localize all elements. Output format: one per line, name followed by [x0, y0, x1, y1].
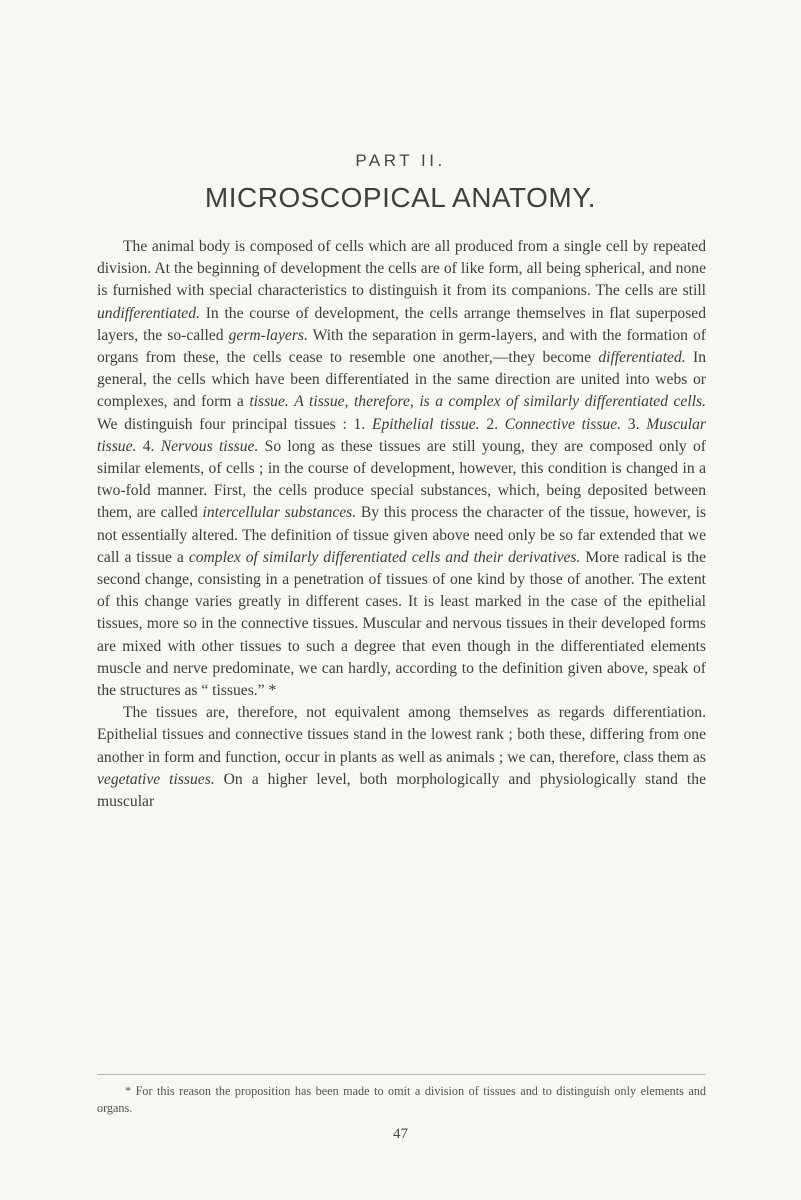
text-run: We distinguish four principal tissues : 1. — [97, 415, 372, 433]
text-run: 3. — [621, 415, 647, 433]
text-run: 2. — [479, 415, 505, 433]
italic-term: Epithelial tissue. — [371, 415, 480, 433]
text-run: By this process the character of the tissue, however, is not essentially altered. The definition of tissue given above need only be so far extended that we call a tissue a — [97, 504, 706, 566]
text-run: The animal body is composed of cells which are all produced from a single cell by repeated division. At the beginning of development the cells are of like form, all being spherical, and none is furnished with special characteristics to distinguish it from its companions. The cells are still — [97, 238, 706, 300]
text-run: The tissues are, therefore, not equivalent among themselves as regards differentiation. Epithelial tissues and connective tissues stand in the lowest rank ; both these, differing from one another in form and function, occur in plants as well as animals ; we can, therefore, class them as — [97, 704, 706, 766]
italic-term: tissue. — [249, 393, 289, 411]
italic-term: Muscular tissue. — [97, 415, 706, 455]
page-number: 47 — [393, 1126, 408, 1142]
italic-definition: complex of similarly differentiated cells and their derivatives. — [188, 548, 581, 566]
text-run: On a higher level, both morphologically and physiologically stand the muscular — [97, 770, 706, 811]
text-run: In the course of development, the cells arrange themselves in flat superposed layers, the so-called — [97, 304, 706, 344]
footnote-divider — [97, 1074, 706, 1075]
italic-term: Connective tissue. — [504, 415, 622, 433]
italic-definition: A tissue, therefore, is a complex of similarly differentiated cells. — [294, 393, 706, 411]
text-run: More radical is the second change, consisting in a penetration of tissues of one kind by those of another. The extent of this change varies greatly in different cases. It is least marked in the case of the epithelial tissues, more so in the connective tissues. Muscular and nervous tissues in their developed forms are mixed with other tissues to such a degree that even though in the differentiated elements muscle and nerve predominate, we can hardly, according to the definition given above, speak of the structures as “ tissues.” * — [97, 548, 706, 700]
italic-term: germ-layers. — [228, 326, 308, 344]
footnote: * For this reason the proposition has been made to omit a division of tissues and to distinguish only elements and organs. — [97, 1084, 706, 1115]
italic-term: intercellular substances. — [202, 504, 357, 522]
paragraph-1 — [97, 236, 706, 702]
italic-term: differentiated. — [598, 349, 686, 367]
paragraph-2 — [97, 702, 706, 813]
text-run: In general, the cells which have been differentiated in the same direction are united into webs or complexes, and form a — [97, 349, 706, 411]
text-run: With the separation in germ-layers, and with the formation of organs from these, the cells cease to resemble one another,—they become — [97, 326, 706, 367]
body-text — [97, 236, 706, 813]
italic-term: Nervous tissue. — [160, 437, 259, 455]
part-heading: PART II. — [355, 151, 446, 170]
italic-term: undifferentiated. — [97, 304, 200, 322]
chapter-title: MICROSCOPICAL ANATOMY. — [204, 182, 597, 213]
text-run: 4. — [136, 437, 161, 455]
text-run: So long as these tissues are still young, they are composed only of similar elements, of cells ; in the course of development, however, this condition is changed in a two-fold manner. First, the cells produce special substances, which, being deposited between them, are called — [97, 437, 706, 522]
italic-term: vegetative tissues. — [97, 770, 215, 788]
